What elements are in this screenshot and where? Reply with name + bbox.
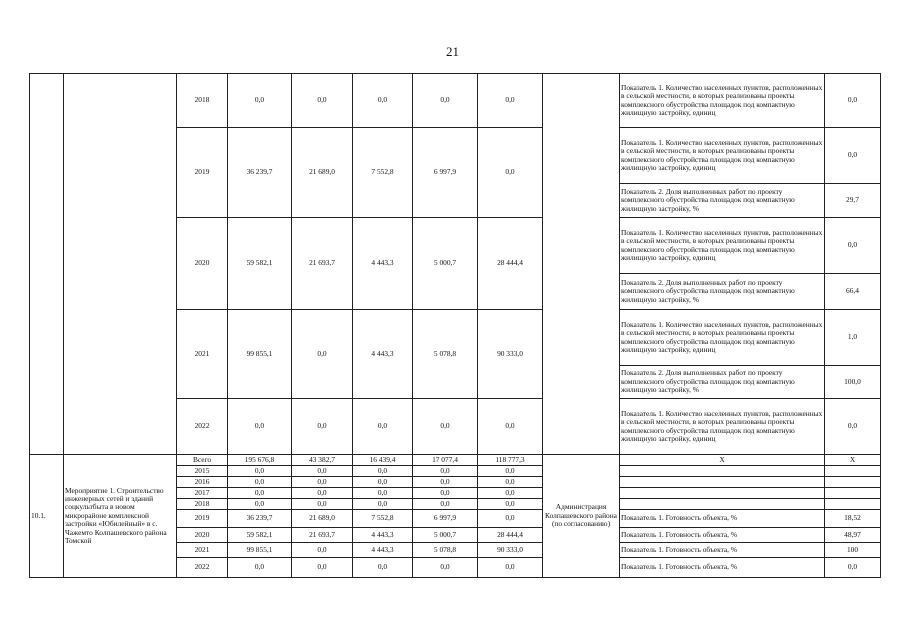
total-cell: 99 855,1: [228, 310, 292, 399]
indicator-readiness: Показатель 1. Готовность объекта, %: [620, 543, 825, 558]
regional-cell: 4 443,3: [353, 310, 413, 399]
total-cell: 36 239,7: [228, 510, 292, 528]
regional-cell: 0,0: [353, 488, 413, 499]
indicator-empty: [620, 499, 825, 510]
page-number: 21: [446, 44, 459, 59]
other-cell: 0,0: [478, 74, 543, 128]
indicator-text: Показатель 2. Доля выполненных работ по проекту комплексного обустройства площадок под компактную жилищную застройку, %: [620, 184, 825, 218]
indicator-value-empty: [825, 477, 881, 488]
total-cell: 0,0: [228, 499, 292, 510]
year-cell: 2019: [177, 128, 228, 218]
other-cell: 0,0: [478, 499, 543, 510]
indicator-text: Показатель 1. Количество населенных пунктов, расположенных в сельской местности, в которых реализованы проекты комплексного обустройства площадок под компактную жилищную застройку, единиц: [620, 218, 825, 274]
year-cell: 2020: [177, 528, 228, 543]
other-cell: 28 444,4: [478, 528, 543, 543]
regional-cell: 0,0: [353, 74, 413, 128]
total-cell: 0,0: [228, 488, 292, 499]
indicator-text: Показатель 1. Количество населенных пунктов, расположенных в сельской местности, в которых реализованы проекты комплексного обустройства площадок под компактную жилищную застройку, единиц: [620, 74, 825, 128]
year-cell: 2022: [177, 399, 228, 455]
table-row: [30, 455, 881, 466]
program-table: [29, 73, 881, 578]
table-row: [30, 74, 881, 128]
indicator-value: 0,0: [825, 399, 881, 455]
local-cell: 0,0: [413, 558, 478, 578]
total-cell: 0,0: [228, 399, 292, 455]
indicator-value: 100: [825, 543, 881, 558]
other-cell: 0,0: [478, 488, 543, 499]
indicator-value: 0,0: [825, 74, 881, 128]
federal-cell: 0,0: [292, 477, 353, 488]
regional-cell: 4 443,3: [353, 528, 413, 543]
other-cell: 90 333,0: [478, 543, 543, 558]
local-cell: 0,0: [413, 477, 478, 488]
local-cell: 5 078,8: [413, 543, 478, 558]
year-cell: 2021: [177, 543, 228, 558]
year-cell: 2022: [177, 558, 228, 578]
total-cell: 0,0: [228, 74, 292, 128]
other-cell: 0,0: [478, 558, 543, 578]
year-cell: Всего: [177, 455, 228, 466]
indicator-value: 66,4: [825, 274, 881, 310]
total-cell: 36 239,7: [228, 128, 292, 218]
year-cell: 2018: [177, 499, 228, 510]
indicator-empty: [620, 466, 825, 477]
total-cell: 0,0: [228, 477, 292, 488]
regional-cell: 0,0: [353, 399, 413, 455]
local-cell: 6 997,9: [413, 510, 478, 528]
local-cell: 0,0: [413, 488, 478, 499]
indicator-value: 1,0: [825, 310, 881, 366]
indicator-empty: [620, 477, 825, 488]
indicator-value: 0,0: [825, 128, 881, 184]
year-cell: 2020: [177, 218, 228, 310]
indicator-text: Показатель 2. Доля выполненных работ по проекту комплексного обустройства площадок под компактную жилищную застройку, %: [620, 274, 825, 310]
other-cell: 0,0: [478, 128, 543, 218]
regional-cell: 0,0: [353, 466, 413, 477]
regional-cell: 7 552,8: [353, 510, 413, 528]
federal-cell: 43 382,7: [292, 455, 353, 466]
year-cell: 2021: [177, 310, 228, 399]
regional-cell: 0,0: [353, 558, 413, 578]
regional-cell: 7 552,8: [353, 128, 413, 218]
total-cell: 0,0: [228, 558, 292, 578]
year-cell: 2016: [177, 477, 228, 488]
federal-cell: 21 693,7: [292, 528, 353, 543]
federal-cell: 0,0: [292, 558, 353, 578]
year-cell: 2017: [177, 488, 228, 499]
name-cell-empty: [64, 74, 177, 455]
other-cell: 118 777,3: [478, 455, 543, 466]
indicator-text: Показатель 2. Доля выполненных работ по проекту комплексного обустройства площадок под компактную жилищную застройку, %: [620, 366, 825, 399]
regional-cell: 0,0: [353, 499, 413, 510]
local-cell: 5 000,7: [413, 528, 478, 543]
indicator-readiness: Показатель 1. Готовность объекта, %: [620, 510, 825, 528]
local-cell: 0,0: [413, 399, 478, 455]
indicator-value: 100,0: [825, 366, 881, 399]
regional-cell: 4 443,3: [353, 543, 413, 558]
total-cell: 99 855,1: [228, 543, 292, 558]
indicator-text: Показатель 1. Количество населенных пунктов, расположенных в сельской местности, в которых реализованы проекты комплексного обустройства площадок под компактную жилищную застройку, единиц: [620, 399, 825, 455]
indicator-value: 48,97: [825, 528, 881, 543]
federal-cell: 0,0: [292, 488, 353, 499]
year-cell: 2019: [177, 510, 228, 528]
other-cell: 0,0: [478, 399, 543, 455]
local-cell: 17 077,4: [413, 455, 478, 466]
number-cell-empty: [30, 74, 64, 455]
local-cell: 5 000,7: [413, 218, 478, 310]
indicator-value-empty: [825, 499, 881, 510]
regional-cell: 0,0: [353, 477, 413, 488]
other-cell: 90 333,0: [478, 310, 543, 399]
indicator-empty: [620, 488, 825, 499]
indicator-readiness: Показатель 1. Готовность объекта, %: [620, 558, 825, 578]
federal-cell: 21 689,0: [292, 510, 353, 528]
indicator-text: Показатель 1. Количество населенных пунктов, расположенных в сельской местности, в которых реализованы проекты комплексного обустройства площадок под компактную жилищную застройку, единиц: [620, 310, 825, 366]
other-cell: 28 444,4: [478, 218, 543, 310]
indicator-value: 0,0: [825, 218, 881, 274]
local-cell: 0,0: [413, 499, 478, 510]
measure-number: 10.1.: [30, 455, 64, 578]
federal-cell: 0,0: [292, 310, 353, 399]
x-mark: Х: [620, 455, 825, 466]
federal-cell: 0,0: [292, 74, 353, 128]
local-cell: 5 078,8: [413, 310, 478, 399]
regional-cell: 16 439,4: [353, 455, 413, 466]
year-cell: 2018: [177, 74, 228, 128]
indicator-value: 0,0: [825, 558, 881, 578]
local-cell: 0,0: [413, 466, 478, 477]
total-cell: 59 582,1: [228, 528, 292, 543]
federal-cell: 0,0: [292, 543, 353, 558]
indicator-value-empty: [825, 466, 881, 477]
other-cell: 0,0: [478, 510, 543, 528]
indicator-text: Показатель 1. Количество населенных пунктов, расположенных в сельской местности, в которых реализованы проекты комплексного обустройства площадок под компактную жилищную застройку, единиц: [620, 128, 825, 184]
local-cell: 0,0: [413, 74, 478, 128]
other-cell: 0,0: [478, 477, 543, 488]
indicator-readiness: Показатель 1. Готовность объекта, %: [620, 528, 825, 543]
year-cell: 2015: [177, 466, 228, 477]
executor-cell-empty: [543, 74, 620, 455]
other-cell: 0,0: [478, 466, 543, 477]
regional-cell: 4 443,3: [353, 218, 413, 310]
local-cell: 6 997,9: [413, 128, 478, 218]
indicator-value-empty: [825, 488, 881, 499]
federal-cell: 21 693,7: [292, 218, 353, 310]
executor-cell: Администрация Колпашевского района (по согласованию): [543, 455, 620, 578]
indicator-value: 18,52: [825, 510, 881, 528]
total-cell: 0,0: [228, 466, 292, 477]
federal-cell: 0,0: [292, 399, 353, 455]
federal-cell: 21 689,0: [292, 128, 353, 218]
federal-cell: 0,0: [292, 466, 353, 477]
measure-name: Мероприятие 1. Строительство инженерных сетей и зданий соцкультбыта в новом микрорайоне комплексной застройки «Юбилейный» в с. Чажемто Колпашевского района Томской: [64, 455, 177, 578]
x-mark: Х: [825, 455, 881, 466]
total-cell: 59 582,1: [228, 218, 292, 310]
federal-cell: 0,0: [292, 499, 353, 510]
total-cell: 195 676,8: [228, 455, 292, 466]
indicator-value: 29,7: [825, 184, 881, 218]
